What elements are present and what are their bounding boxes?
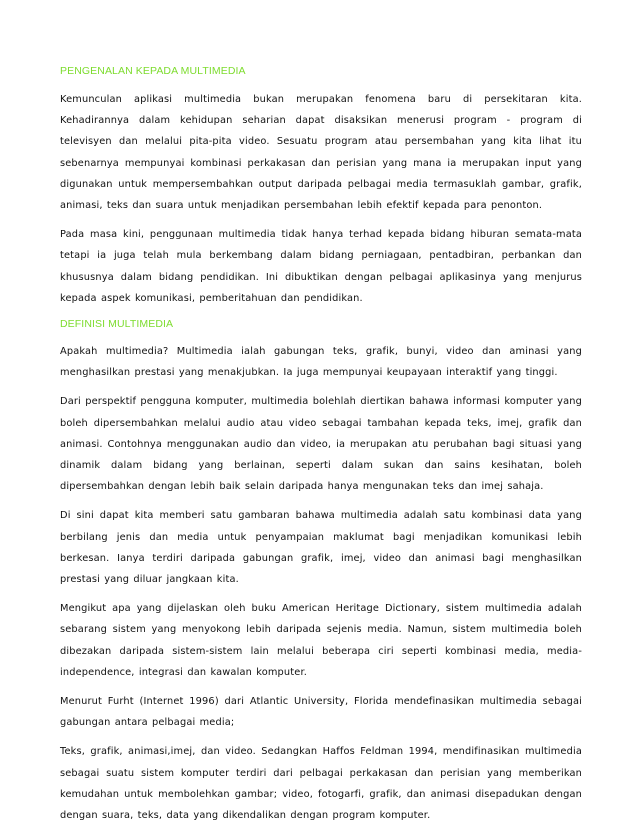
paragraph-7: Menurut Furht (Internet 1996) dari Atlantic University, Florida mendefinasikan multimedia sebagai gabungan antara pelbagai media; (60, 696, 582, 729)
paragraph-1: Kemunculan aplikasi multimedia bukan merupakan fenomena baru di persekitaran kita. Kehadirannya dalam kehidupan seharian dapat disaksikan menerusi program - program di televisyen dan melalui pita-pita video. Sesuatu program atau persembahan yang kita lihat itu sebenarnya mempunyai kombinasi perkakasan dan perisian yang mana ia merupakan input yang digunakan untuk mempersembahkan output daripada pelbagai media termasuklah gambar, grafik, animasi, teks dan suara untuk menjadikan persembahan lebih efektif kepada para penonton. (60, 94, 582, 212)
paragraph-4: Dari perspektif pengguna komputer, multimedia bolehlah diertikan bahawa informasi komputer yang boleh dipersembahkan melalui audio atau video sebagai tambahan kepada teks, imej, grafik dan animasi. Contohnya menggunakan audio dan video, ia merupakan atu perubahan bagi situasi yang dinamik dalam bidang yang berlainan, seperti dalam sukan dan sains kesihatan, boleh dipersembahkan dengan lebih baik selain daripada hanya mengunakan teks dan imej sahaja. (60, 396, 582, 493)
section-heading-definisi: DEFINISI MULTIMEDIA (60, 318, 174, 331)
paragraph-3: Apakah multimedia? Multimedia ialah gabungan teks, grafik, bunyi, video dan aminasi yang menghasilkan prestasi yang menakjubkan. Ia juga mempunyai keupayaan interaktif yang tinggi. (60, 346, 582, 379)
section-heading-pengenalan: PENGENALAN KEPADA MULTIMEDIA (60, 65, 246, 77)
paragraph-8: Teks, grafik, animasi,imej, dan video. Sedangkan Haffos Feldman 1994, mendifinasikan multimedia sebagai suatu sistem komputer terdiri dari pelbagai perkakasan dan perisian yang memberikan kemudahan untuk membolehkan gambar; video, fotogarfi, grafik, dan animasi disepadukan dengan dengan suara, teks, data yang dikendalikan dengan program komputer. (60, 746, 582, 822)
paragraph-2: Pada masa kini, penggunaan multimedia tidak hanya terhad kepada bidang hiburan semata-mata tetapi ia juga telah mula berkembang dalam bidang perniagaan, pentadbiran, perbankan dan khususnya dalam bidang pendidikan. Ini dibuktikan dengan pelbagai aplikasinya yang menjurus kepada aspek komunikasi, pemberitahuan dan pendidikan. (60, 229, 582, 304)
paragraph-6: Mengikut apa yang dijelaskan oleh buku American Heritage Dictionary, sistem multimedia adalah sebarang sistem yang menyokong lebih daripada sejenis media. Namun, sistem multimedia boleh dibezakan daripada sistem-sistem lain melalui beberapa ciri seperti kombinasi media, media-independence, integrasi dan kawalan komputer. (60, 603, 582, 678)
document-page (60, 64, 582, 834)
paragraph-5: Di sini dapat kita memberi satu gambaran bahawa multimedia adalah satu kombinasi data yang berbilang jenis dan media untuk penyampaian maklumat bagi menjadikan komunikasi lebih berkesan. Ianya terdiri daripada gabungan grafik, imej, video dan animasi bagi menghasilkan prestasi yang diluar jangkaan kita. (60, 510, 582, 586)
